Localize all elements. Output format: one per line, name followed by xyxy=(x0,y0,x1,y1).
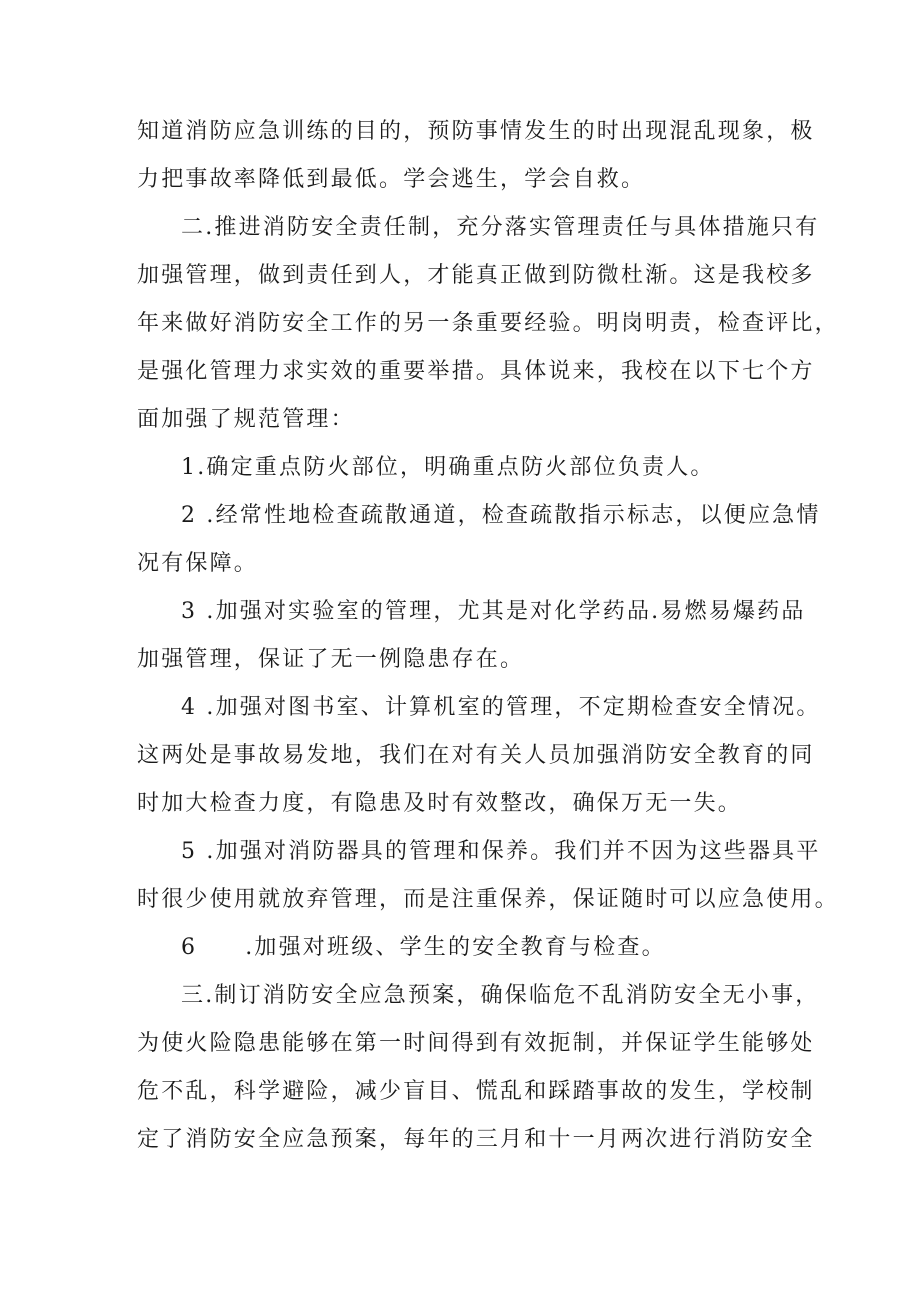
list-item-4: 4 .加强对图书室、计算机室的管理，不定期检查安全情况。 xyxy=(181,695,821,720)
section-heading-3: 三.制订消防安全应急预案，确保临危不乱消防安全无小事， xyxy=(181,983,820,1008)
text-line: 时很少使用就放弃管理，而是注重保养，保证随时可以应急使用。 xyxy=(137,887,839,912)
list-item-6-number: 6 xyxy=(181,935,198,960)
text-line: 危不乱，科学避险，减少盲目、慌乱和踩踏事故的发生，学校制 xyxy=(137,1079,815,1104)
text-line: 这两处是事故易发地，我们在对有关人员加强消防安全教育的同 xyxy=(137,743,815,768)
text-line: 是强化管理力求实效的重要举措。具体说来，我校在以下七个方 xyxy=(137,359,815,384)
text-line: 为使火险隐患能够在第一时间得到有效扼制，并保证学生能够处 xyxy=(137,1031,815,1056)
list-item-2: 2 .经常性地检查疏散通道，检查疏散指示标志，以便应急情 xyxy=(181,503,821,528)
list-item-1: 1.确定重点防火部位，明确重点防火部位负责人。 xyxy=(181,455,715,480)
text-line: 时加大检查力度，有隐患及时有效整改，确保万无一失。 xyxy=(137,791,743,816)
text-line: 知道消防应急训练的目的，预防事情发生的时出现混乱现象，极 xyxy=(137,119,815,144)
list-item-6-text: .加强对班级、学生的安全教育与检查。 xyxy=(245,935,666,960)
text-line: 加强管理，做到责任到人，才能真正做到防微杜渐。这是我校多 xyxy=(137,263,815,288)
list-item-5: 5 .加强对消防器具的管理和保养。我们并不因为这些器具平 xyxy=(181,839,821,864)
list-item-3: 3 .加强对实验室的管理，尤其是对化学药品.易燃易爆药品 xyxy=(181,599,806,624)
text-line: 力把事故率降低到最低。学会逃生，学会自救。 xyxy=(137,167,646,192)
section-heading-2: 二.推进消防安全责任制，充分落实管理责任与具体措施只有 xyxy=(181,215,820,240)
text-line: 定了消防安全应急预案，每年的三月和十一月两次进行消防安全 xyxy=(137,1127,815,1152)
text-line: 年来做好消防安全工作的另一条重要经验。明岗明责，检查评比， xyxy=(137,311,839,336)
text-line: 况有保障。 xyxy=(137,551,259,576)
list-item-6 xyxy=(181,933,793,963)
text-line: 面加强了规范管理： xyxy=(137,407,355,432)
text-line: 加强管理，保证了无一例隐患存在。 xyxy=(137,647,525,672)
